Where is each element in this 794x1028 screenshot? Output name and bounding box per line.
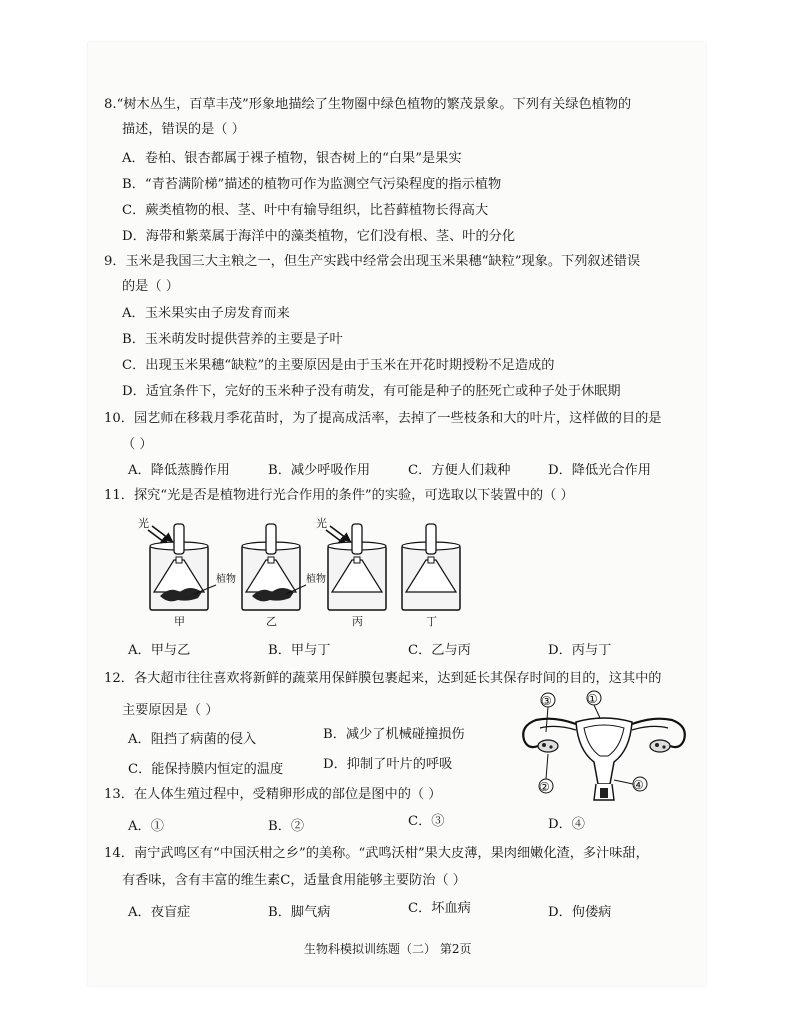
light-arrow-2 <box>152 526 172 541</box>
q11-option-b: B．甲与丁 <box>268 643 331 658</box>
q10-option-b: B．减少呼吸作用 <box>268 463 371 478</box>
plant-label-2: 植物 <box>306 574 326 585</box>
q14-option-c: C．坏血病 <box>408 901 471 916</box>
q13-option-a: A．① <box>128 819 164 834</box>
label-3: ① <box>587 692 598 706</box>
q11-apparatus-figure <box>130 510 470 630</box>
q8-option-a: A．卷柏、银杏都属于裸子植物，银杏树上的“白果”是果实 <box>122 151 462 166</box>
jar-yi <box>242 524 326 628</box>
page-footer: 生物科模拟训练题（二） 第2页 <box>304 942 472 956</box>
q10-option-c: C．方便人们栽种 <box>408 463 511 478</box>
label-2: ③ <box>541 694 552 708</box>
q11-option-d: D．丙与丁 <box>548 643 612 658</box>
light-arrow-4 <box>330 526 350 541</box>
jar-ding <box>402 524 460 628</box>
light-label-1: 光 <box>138 517 149 530</box>
q8-option-d: D．海带和紫菜属于海洋中的藻类植物，它们没有根、茎、叶的分化 <box>122 229 516 244</box>
jar-label-bing: 丙 <box>352 615 363 628</box>
q9-stem-line1: 9．玉米是我国三大主粮之一，但生产实践中经常会出现玉米果穗“缺粒”现象。下列叙述错误 <box>104 254 641 269</box>
q14-option-a: A．夜盲症 <box>128 905 191 920</box>
q9-stem-line2: 的是（ ） <box>122 279 179 294</box>
plant-label-1: 植物 <box>216 574 236 585</box>
q11-option-c: C．乙与丙 <box>408 643 471 658</box>
q12-option-b: B．减少了机械碰撞损伤 <box>323 727 465 742</box>
q14-option-d: D．佝偻病 <box>548 905 612 920</box>
test-tube-3 <box>352 524 362 554</box>
q14-stem-line2: 有香味，含有丰富的维生素C，适量食用能够主要防治（ ） <box>122 873 466 888</box>
label-1: ② <box>539 780 550 794</box>
light-label-2: 光 <box>316 517 327 530</box>
q9-option-c: C．出现玉米果穗“缺粒”的主要原因是由于玉米在开花时期授粉不足造成的 <box>122 358 555 373</box>
label-4: ④ <box>633 778 644 792</box>
q12-option-d: D．抑制了叶片的呼吸 <box>323 757 453 772</box>
q8-stem-line2: 描述，错误的是（ ） <box>122 122 245 137</box>
q10-stem-line1: 10．园艺师在移栽月季花苗时，为了提高成活率，去掉了一些枝条和大的叶片，这样做的目的是 <box>104 411 662 426</box>
q13-stem-line1: 13．在人体生殖过程中，受精卵形成的部位是图中的（ ） <box>104 787 442 802</box>
q10-option-d: D．降低光合作用 <box>548 463 651 478</box>
q8-option-c: C．蕨类植物的根、茎、叶中有输导组织，比苔藓植物长得高大 <box>122 203 489 218</box>
left-ovary <box>538 740 558 752</box>
q12-stem-line2: 主要原因是（ ） <box>122 703 219 718</box>
female-reproductive-system-figure <box>514 688 694 806</box>
q12-option-a: A．阻挡了病菌的侵入 <box>128 732 257 747</box>
q9-option-b: B．玉米萌发时提供营养的主要是子叶 <box>122 332 343 347</box>
q8-stem-line1: 8.“树木丛生，百草丰茂”形象地描绘了生物圈中绿色植物的繁茂景象。下列有关绿色植物的 <box>104 97 632 112</box>
q12-stem-line1: 12．各大超市往往喜欢将新鲜的蔬菜用保鲜膜包裹起来，达到延长其保存时间的目的，这其中的 <box>104 671 662 686</box>
jar-label-jia: 甲 <box>174 615 185 628</box>
q10-option-a: A．降低蒸腾作用 <box>128 463 230 478</box>
q9-option-d: D．适宜条件下，完好的玉米种子没有萌发，有可能是种子的胚死亡或种子处于休眠期 <box>122 384 621 399</box>
q13-option-c: C．③ <box>408 814 445 829</box>
jar-bing <box>316 516 386 628</box>
q14-option-b: B．脚气病 <box>268 905 331 920</box>
q8-option-b: B．“青苔满阶梯”描述的植物可作为监测空气污染程度的指示植物 <box>122 177 502 192</box>
q10-stem-line2: （ ） <box>122 437 153 452</box>
q9-option-a: A．玉米果实由子房发育而来 <box>122 306 290 321</box>
test-tube-1 <box>174 524 184 554</box>
q13-option-b: B．② <box>268 819 305 834</box>
q14-stem-line1: 14．南宁武鸣区有“中国沃柑之乡”的美称。“武鸣沃柑”果大皮薄，果肉细嫩化渣，多汁味甜， <box>104 846 649 861</box>
q12-option-c: C．能保持膜内恒定的温度 <box>128 762 284 777</box>
jar-jia <box>138 516 236 628</box>
q11-stem-line1: 11．探究“光是否是植物进行光合作用的条件”的实验，可选取以下装置中的（ ） <box>104 488 574 503</box>
right-ovary <box>650 740 670 752</box>
jar-label-ding: 丁 <box>426 615 437 628</box>
q13-option-d: D．④ <box>548 817 585 832</box>
jar-label-yi: 乙 <box>266 615 277 628</box>
test-tube-4 <box>426 524 436 554</box>
q11-option-a: A．甲与乙 <box>128 643 191 658</box>
test-tube-2 <box>266 524 276 554</box>
